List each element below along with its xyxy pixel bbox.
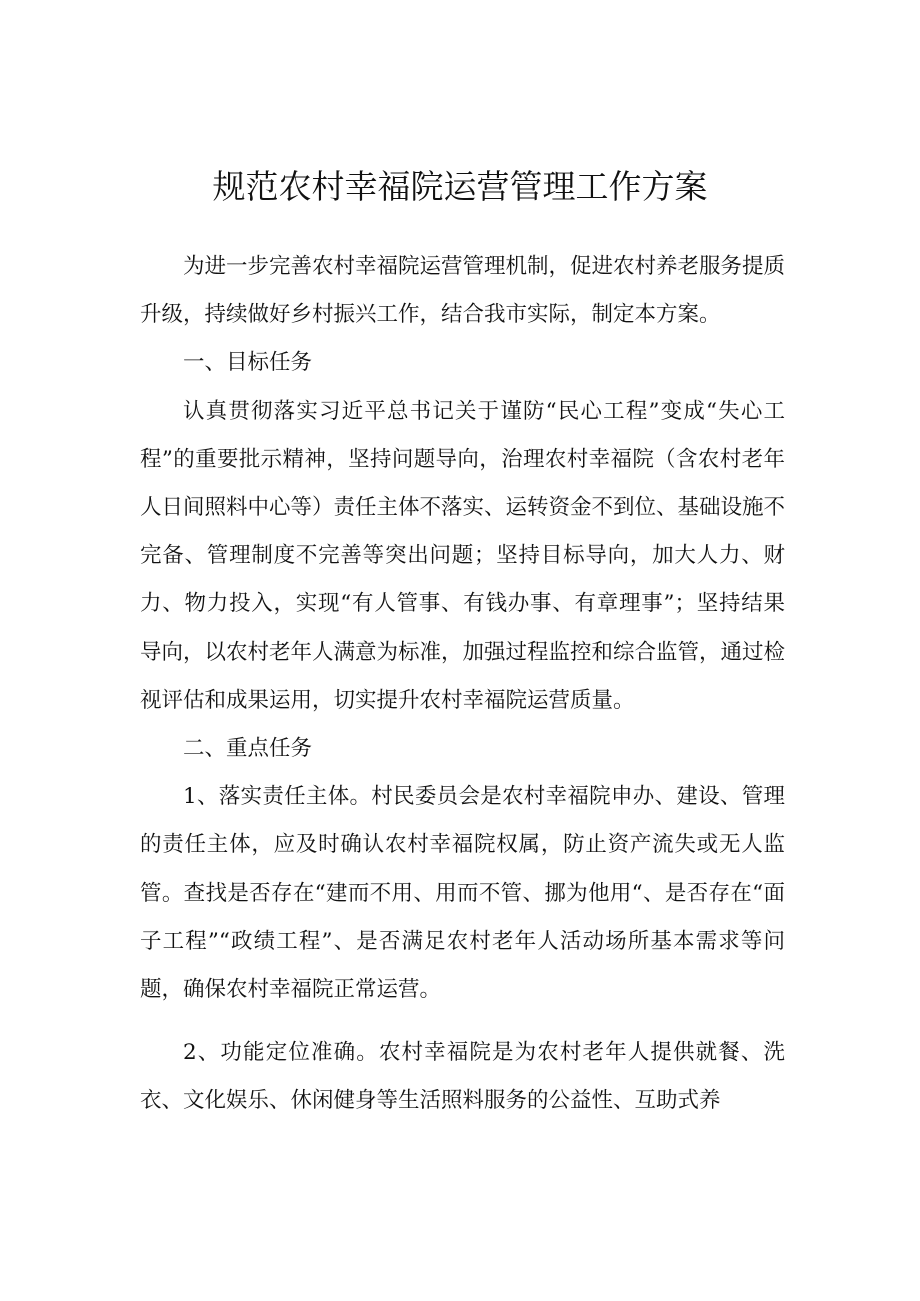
goals-paragraph: 认真贯彻落实习近平总书记关于谨防“民心工程”变成“失心工程”的重要批示精神，坚持问题导向，治理农村幸福院（含农村老年人日间照料中心等）责任主体不落实、运转资金不到位、基础设施不完备、管理制度不完善等突出问题；坚持目标导向，加大人力、财力、物力投入，实现“有人管事、有钱办事、有章理事”；坚持结果导向，以农村老年人满意为标准，加强过程监控和综合监管，通过检视评估和成果运用，切实提升农村幸福院运营质量。 (140, 398, 786, 713)
intro-paragraph: 为进一步完善农村幸福院运营管理机制，促进农村养老服务提质升级，持续做好乡村振兴工作，结合我市实际，制定本方案。 (140, 254, 786, 328)
section-heading-goals: 一、目标任务 (183, 350, 313, 376)
document-title: 规范农村幸福院运营管理工作方案 (212, 167, 708, 206)
task-2-paragraph: 2、功能定位准确。农村幸福院是为农村老年人提供就餐、洗衣、文化娱乐、休闲健身等生活照料服务的公益性、互助式养 (140, 1040, 785, 1114)
task-1-paragraph: 1、落实责任主体。村民委员会是农村幸福院申办、建设、管理的责任主体，应及时确认农村幸福院权属，防止资产流失或无人监管。查找是否存在“建而不用、用而不管、挪为他用“、是否存在“面子工程”“政绩工程”、是否满足农村老年人活动场所基本需求等问题，确保农村幸福院正常运营。 (140, 784, 785, 1003)
section-heading-key-tasks: 二、重点任务 (183, 736, 313, 762)
document-body (140, 243, 785, 1126)
